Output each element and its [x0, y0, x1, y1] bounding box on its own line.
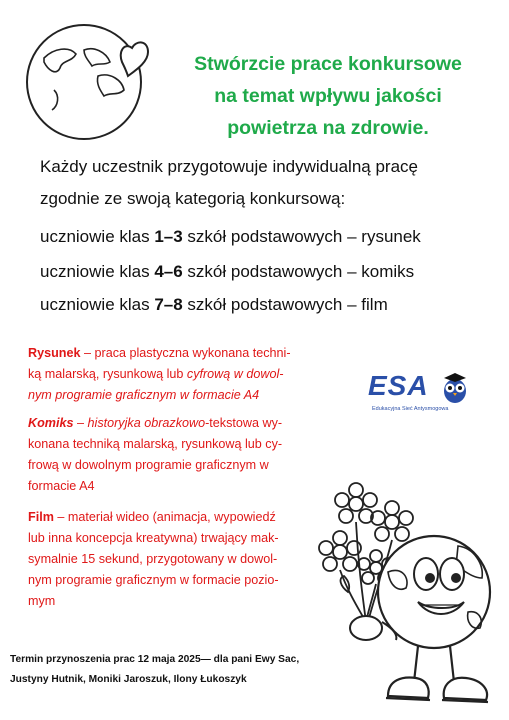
intro-line-1: Każdy uczestnik przygotowuje indywidualną pracę	[40, 157, 418, 176]
deadline-footer	[10, 650, 330, 690]
category-grades: 7–8	[154, 295, 183, 314]
esa-logo	[368, 370, 478, 418]
headline-line-1: Stwórzcie prace konkursowe	[194, 53, 462, 75]
rule-term: Komiks	[28, 416, 74, 430]
rule-rysunek: Rysunek – praca plastyczna wykonana techni- ką malarską, rysunkową lub cyfrową w dowol- nym programie graficznym w formacie A4	[28, 346, 291, 402]
category-grades: 4–6	[154, 262, 183, 281]
footer-line-2: Justyny Hutnik, Moniki Jaroszuk, Ilony Łukoszyk	[10, 674, 247, 685]
rule-term: Film	[28, 510, 54, 524]
logo-subtitle: Edukacyjna Sieć Antysmogowa	[372, 406, 449, 412]
intro-text	[40, 156, 490, 209]
intro-line-2: zgodnie ze swoją kategorią konkursową:	[40, 189, 346, 208]
category-line-3: uczniowie klas 7–8 szkół podstawowych – film	[40, 295, 388, 314]
rule-film: Film – materiał wideo (animacja, wypowiedź lub inna koncepcja kreatywna) trwający mak- symalnie 15 sekund, przygotowany w dowol- nym programie graficznym w formacie pozio- mym	[28, 510, 279, 608]
category-line-1: uczniowie klas 1–3 szkół podstawowych – rysunek	[40, 227, 421, 246]
logo-text: ESA	[368, 370, 429, 401]
earth-heart-icon	[14, 10, 164, 142]
earth-character-with-flowers-icon	[318, 482, 498, 718]
headline-line-2: na temat wpływu jakości	[214, 85, 442, 107]
rule-term: Rysunek	[28, 346, 81, 360]
headline-line-3: powietrza na zdrowie.	[227, 117, 429, 139]
headline	[178, 48, 478, 144]
category-grades: 1–3	[154, 227, 183, 246]
footer-line-1: Termin przynoszenia prac 12 maja 2025— dla pani Ewy Sac,	[10, 654, 300, 665]
owl-icon	[440, 372, 470, 404]
category-line-2: uczniowie klas 4–6 szkół podstawowych – komiks	[40, 262, 415, 281]
rule-komiks: Komiks – historyjka obrazkowo-tekstowa wy- konana techniką malarską, rysunkową lub cy- frową w dowolnym programie graficznym w formacie A4	[28, 416, 283, 493]
